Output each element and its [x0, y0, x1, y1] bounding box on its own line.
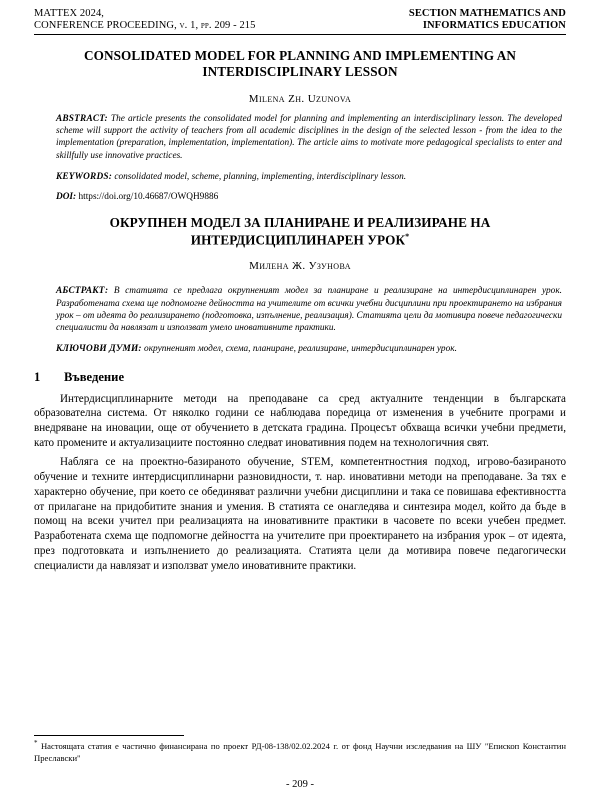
footnote	[34, 739, 566, 764]
doi-value[interactable]: https://doi.org/10.46687/OWQH9886	[76, 192, 219, 203]
section-number: 1	[34, 369, 41, 384]
article-title-bulgarian-text: ОКРУПНЕН МОДЕЛ ЗА ПЛАНИРАНЕ И РЕАЛИЗИРАНЕ НА ИНТЕРДИСЦИПЛИНАРЕН УРОК	[109, 215, 491, 248]
running-head-right-line1: SECTION MATHEMATICS AND	[408, 8, 566, 19]
author-bulgarian: Милена Ж. Узунова	[249, 260, 351, 273]
author-english: Milena Zh. Uzunova	[248, 92, 352, 105]
keywords-text-bulgarian: окрупненият модел, схема, планиране, реализиране, интердисциплинарен урок.	[141, 344, 457, 355]
title-footnote-marker: *	[405, 231, 410, 241]
abstract-english	[34, 113, 566, 162]
article-title-english: CONSOLIDATED MODEL FOR PLANNING AND IMPLEMENTING AN INTERDISCIPLINARY LESSON	[83, 47, 517, 80]
abstract-label-english: ABSTRACT:	[56, 113, 108, 124]
article-title-bulgarian	[40, 215, 560, 249]
running-head-right	[409, 8, 566, 33]
page-number: - 209 -	[286, 779, 314, 790]
keywords-text-english: consolidated model, scheme, planning, implementing, interdisciplinary lesson.	[112, 171, 407, 182]
footnote-area	[34, 735, 566, 764]
keywords-english	[34, 171, 566, 183]
doi-line	[34, 192, 566, 202]
running-head-right-line2: INFORMATICS EDUCATION	[422, 20, 566, 32]
keywords-label-bulgarian: КЛЮЧОВИ ДУМИ:	[56, 344, 142, 355]
header-divider	[34, 34, 566, 35]
footnote-text: Настоящата статия е частично финансирана по проект РД-08-138/02.02.2024 г. от фонд Научни изследвания на ШУ "Епископ Константин Преславски"	[34, 741, 566, 763]
section-title: Въведение	[64, 369, 125, 384]
abstract-bulgarian	[34, 285, 566, 334]
footnote-marker: *	[34, 739, 38, 748]
running-head	[34, 8, 566, 34]
abstract-text-bulgarian: В статията се предлага окрупненият модел за планиране и реализиране на интердисциплинарен урок. Разработената схема ще подпомогне дейността на учителите от всички учебни дисциплини при проектирането на избрания урок – от идеята до реализирането (подготовка, изпълнение, реализация). Статията цели да мотивира повече педагогически специалисти да навлязат и използват умело иновативните практики.	[56, 286, 562, 334]
running-head-left	[34, 8, 256, 33]
keywords-label-english: KEYWORDS:	[56, 171, 113, 182]
running-head-left-line2: CONFERENCE PROCEEDING, v. 1, pp. 209 - 215	[34, 20, 256, 32]
footnote-divider	[34, 735, 184, 736]
keywords-bulgarian	[34, 343, 566, 355]
running-head-left-line1: MATTEX 2024,	[34, 8, 105, 19]
section-heading	[34, 370, 566, 385]
body-paragraph-1: Интердисциплинарните методи на преподаване са сред актуалните тенденции в българската образователна система. От няколко години се наблюдава поредица от изменения в учебните програми и внедряване на иновации, още от обучението в детската градина. Процесът обхваща всички учебни предмети, като промените и актуализациите постоянно следват иновативния подем на технологичния свят.	[34, 392, 566, 450]
abstract-label-bulgarian: АБСТРАКТ:	[56, 286, 109, 297]
abstract-text-english: The article presents the consolidated model for planning and implementing an interdisciplinary lesson. The developed scheme will support the activity of teachers from all academic disciplines in the design of the selected lesson - from the idea to the implementation (preparation, implementation, implementation). The article aims to motivate more pedagogical specialists to enter and skillfully use innovative practices.	[56, 113, 562, 161]
doi-label: DOI:	[56, 192, 77, 203]
body-paragraph-2: Наблягa се на проектно-базираното обучение, STEM, компетентностния подход, игрово-базираното обучение и техните интердисциплинарни разновидности, т. нар. иновативни методи на преподаване. За тях е характерно обучение, при което се обединяват различни учебни дисциплини и така се повишава ефективността от прилагане на придобитите знания и умения. В статията се онагледява и синтезира модел, който да бъде в помощ на всеки учител при реализацията на иновативните практики в часовете по всеки учебен предмет. Разработената схема ще подпомогне дейността на учителите при проектирането на избрания урок – от идеята, през подготовката и изпълнението до реализацията. Статията цели да мотивира повече педагогически специалисти да навлязат и използват умело иновативните практики.	[34, 456, 566, 573]
